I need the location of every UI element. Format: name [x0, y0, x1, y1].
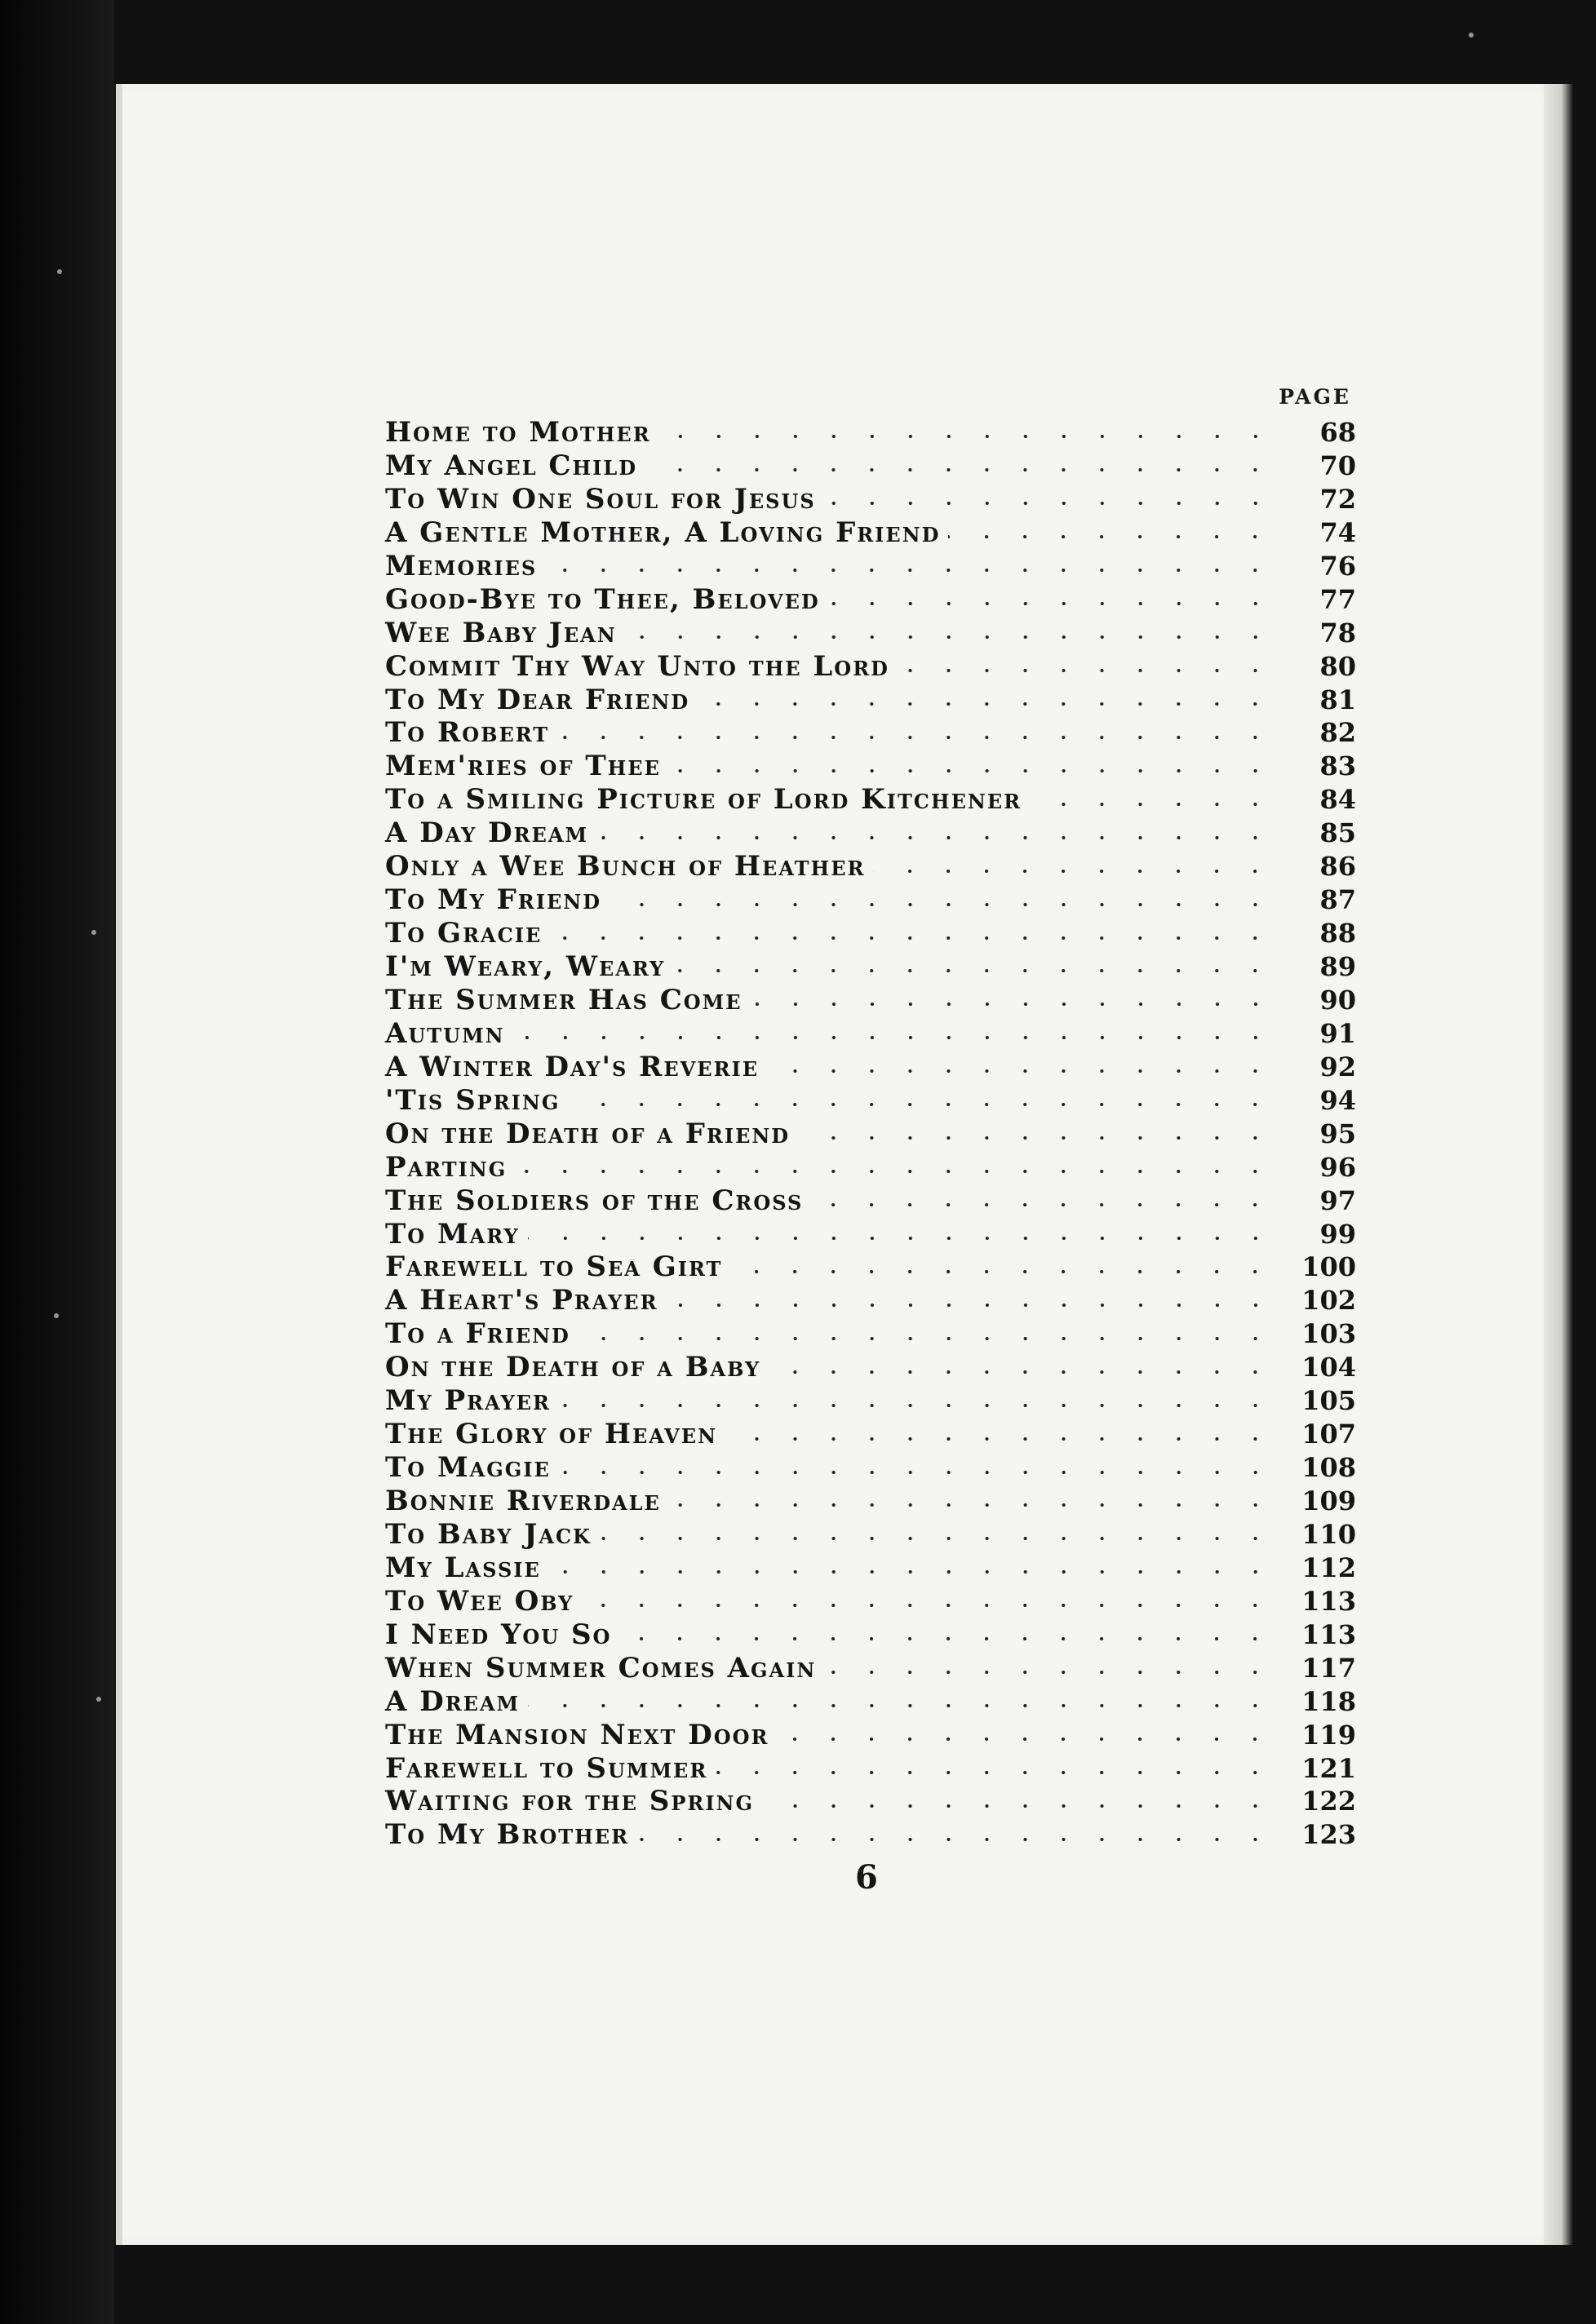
toc-entry-page: 86 [1275, 851, 1356, 882]
toc-entry-title: I'm Weary, Weary [385, 950, 673, 983]
toc-entry-title: Good-Bye to Thee, Beloved [385, 583, 828, 616]
toc-entry [385, 1218, 1356, 1251]
toc-entry [385, 1384, 1356, 1418]
toc-entry-page: 78 [1275, 618, 1356, 649]
toc-entry-title: To a Friend [385, 1317, 579, 1350]
dot-leader [828, 602, 1275, 605]
dot-leader [730, 1270, 1275, 1273]
toc-entry [385, 1017, 1356, 1051]
toc-entry-page: 108 [1275, 1452, 1356, 1483]
toc-entry-page: 82 [1275, 717, 1356, 748]
toc-entry-title: Wee Baby Jean [385, 617, 625, 649]
table-of-contents [385, 383, 1356, 1852]
toc-entry-page: 122 [1275, 1786, 1356, 1817]
toc-entry-title: To Wee Oby [385, 1585, 582, 1618]
toc-entry-page: 76 [1275, 551, 1356, 582]
toc-entry [385, 1485, 1356, 1518]
toc-entry [385, 1284, 1356, 1317]
dot-leader [777, 1737, 1275, 1741]
dot-leader [559, 1404, 1275, 1407]
toc-entry [385, 483, 1356, 516]
page-number: 6 [855, 1858, 878, 1897]
toc-entry-title: Farewell to Summer [385, 1752, 716, 1785]
dot-leader [725, 1437, 1275, 1441]
dot-leader [637, 1838, 1275, 1841]
dot-leader [549, 1570, 1275, 1574]
toc-entry-title: To Maggie [385, 1451, 559, 1484]
toc-entry-title: Autumn [385, 1017, 513, 1050]
toc-entry-page: 113 [1275, 1586, 1356, 1617]
toc-entry-page: 118 [1275, 1686, 1356, 1717]
toc-entry [385, 1184, 1356, 1218]
page-gutter-shadow [1544, 84, 1573, 2245]
dot-leader [559, 1471, 1275, 1474]
toc-entry-page: 85 [1275, 817, 1356, 848]
toc-entry-title: When Summer Comes Again [385, 1652, 824, 1684]
dot-leader [600, 1537, 1275, 1540]
toc-entry [385, 583, 1356, 617]
toc-entry-page: 112 [1275, 1552, 1356, 1583]
dot-leader [669, 1503, 1275, 1507]
toc-entry-title: The Glory of Heaven [385, 1418, 725, 1450]
toc-entry [385, 1719, 1356, 1752]
toc-entry [385, 1351, 1356, 1384]
dot-leader [610, 903, 1275, 906]
dust-speck [54, 1313, 59, 1318]
toc-entry [385, 1552, 1356, 1585]
dot-leader [824, 502, 1275, 505]
toc-entry-page: 84 [1275, 784, 1356, 815]
toc-entry-page: 121 [1275, 1753, 1356, 1784]
toc-entry [385, 650, 1356, 684]
toc-entry [385, 1618, 1356, 1652]
toc-entry [385, 984, 1356, 1017]
toc-entry [385, 1652, 1356, 1685]
dot-leader [751, 1003, 1275, 1006]
toc-entry-title: The Soldiers of the Cross [385, 1184, 811, 1217]
dot-leader [769, 1370, 1275, 1374]
toc-entry-page: 68 [1275, 417, 1356, 448]
toc-entry-title: To Baby Jack [385, 1518, 600, 1551]
toc-entry-page: 123 [1275, 1819, 1356, 1850]
toc-entry-title: 'Tis Spring [385, 1084, 568, 1117]
toc-header [385, 383, 1356, 416]
dot-leader [767, 1069, 1275, 1073]
dot-leader [568, 1103, 1275, 1106]
dot-leader [798, 1136, 1275, 1140]
toc-entry [385, 1752, 1356, 1786]
toc-entry-title: Bonnie Riverdale [385, 1485, 669, 1517]
toc-entry [385, 1418, 1356, 1451]
dot-leader [596, 836, 1275, 839]
dot-leader [625, 635, 1275, 639]
toc-entry-page: 97 [1275, 1185, 1356, 1216]
dot-leader [528, 1237, 1275, 1240]
dot-leader [645, 468, 1275, 471]
toc-entry-page: 90 [1275, 985, 1356, 1016]
toc-entry-title: My Prayer [385, 1384, 559, 1417]
toc-entry-page: 103 [1275, 1318, 1356, 1349]
dot-leader [557, 736, 1275, 739]
toc-entry [385, 1118, 1356, 1151]
toc-entry-title: To Robert [385, 716, 557, 749]
toc-entry-title: On the Death of a Baby [385, 1351, 769, 1383]
toc-entry [385, 1518, 1356, 1552]
dust-speck [57, 269, 62, 274]
dot-leader [948, 535, 1275, 538]
toc-entry-page: 92 [1275, 1051, 1356, 1082]
toc-entry-title: On the Death of a Friend [385, 1118, 798, 1150]
toc-entry-title: Parting [385, 1151, 515, 1184]
dot-leader [811, 1203, 1275, 1206]
toc-entry-page: 87 [1275, 884, 1356, 915]
toc-entry-title: A Gentle Mother, A Loving Friend [385, 516, 948, 549]
dot-leader [824, 1671, 1275, 1674]
toc-entry-title: To Mary [385, 1218, 528, 1251]
dot-leader [673, 969, 1275, 972]
toc-entry-page: 94 [1275, 1085, 1356, 1116]
toc-entry [385, 449, 1356, 483]
toc-entry [385, 850, 1356, 883]
dot-leader [579, 1337, 1275, 1340]
toc-entry-page: 89 [1275, 951, 1356, 982]
dust-speck [96, 1697, 101, 1702]
toc-entry-page: 109 [1275, 1485, 1356, 1516]
toc-entry-title: Waiting for the Spring [385, 1785, 762, 1817]
toc-entry [385, 883, 1356, 917]
dot-leader [762, 1804, 1275, 1808]
toc-entry-page: 117 [1275, 1653, 1356, 1684]
toc-entry-title: My Angel Child [385, 449, 645, 482]
toc-entry-title: To Win One Soul for Jesus [385, 483, 824, 516]
dot-leader [528, 1704, 1275, 1707]
toc-entry-title: Mem'ries of Thee [385, 750, 669, 782]
toc-entry-title: The Summer Has Come [385, 984, 751, 1016]
toc-entry-list [385, 416, 1356, 1852]
dot-leader [873, 870, 1275, 873]
toc-entry-page: 100 [1275, 1251, 1356, 1282]
toc-entry-title: To My Brother [385, 1818, 637, 1851]
scanner-left-edge [0, 0, 114, 2324]
toc-entry-page: 77 [1275, 584, 1356, 615]
dot-leader [513, 1036, 1275, 1039]
dot-leader [582, 1604, 1275, 1607]
toc-entry-page: 95 [1275, 1118, 1356, 1149]
toc-entry [385, 750, 1356, 783]
toc-entry-page: 88 [1275, 918, 1356, 949]
toc-entry-page: 83 [1275, 750, 1356, 781]
dot-leader [716, 1771, 1275, 1774]
dot-leader [545, 569, 1275, 572]
toc-entry-title: To a Smiling Picture of Lord Kitchener [385, 783, 1030, 816]
toc-entry [385, 516, 1356, 550]
toc-entry [385, 1051, 1356, 1084]
toc-entry-page: 96 [1275, 1152, 1356, 1183]
dot-leader [667, 1304, 1275, 1307]
toc-entry-page: 119 [1275, 1720, 1356, 1751]
toc-entry [385, 817, 1356, 850]
toc-entry [385, 1084, 1356, 1118]
toc-entry-title: Memories [385, 550, 545, 582]
toc-entry [385, 783, 1356, 817]
dot-leader [698, 702, 1275, 706]
toc-entry [385, 1151, 1356, 1184]
dot-leader [619, 1637, 1275, 1640]
toc-entry-page: 102 [1275, 1285, 1356, 1316]
toc-entry-title: To Gracie [385, 917, 550, 950]
toc-entry-page: 81 [1275, 684, 1356, 715]
toc-entry-page: 80 [1275, 651, 1356, 682]
toc-entry-title: I Need You So [385, 1618, 619, 1651]
page-column-label: PAGE [1279, 385, 1351, 409]
toc-entry [385, 950, 1356, 984]
toc-entry-page: 107 [1275, 1419, 1356, 1450]
toc-entry-title: Commit Thy Way Unto the Lord [385, 650, 898, 683]
toc-entry-title: A Heart's Prayer [385, 1284, 667, 1317]
dust-speck [91, 930, 96, 935]
toc-entry-page: 70 [1275, 450, 1356, 481]
toc-entry-page: 99 [1275, 1219, 1356, 1250]
toc-entry-title: To My Friend [385, 883, 610, 916]
dot-leader [669, 769, 1275, 772]
dot-leader [659, 435, 1275, 438]
toc-entry-title: Only a Wee Bunch of Heather [385, 850, 873, 883]
toc-entry [385, 1818, 1356, 1852]
toc-entry [385, 416, 1356, 449]
toc-entry-page: 72 [1275, 484, 1356, 515]
toc-entry [385, 550, 1356, 583]
dot-leader [515, 1170, 1275, 1173]
dot-leader [550, 936, 1275, 940]
toc-entry [385, 716, 1356, 750]
dot-leader [1030, 803, 1275, 806]
toc-entry-page: 74 [1275, 517, 1356, 548]
toc-entry-title: A Dream [385, 1685, 528, 1718]
toc-entry-title: The Mansion Next Door [385, 1719, 777, 1751]
toc-entry-title: A Day Dream [385, 817, 596, 849]
toc-entry-page: 104 [1275, 1352, 1356, 1383]
toc-entry [385, 917, 1356, 950]
toc-entry [385, 617, 1356, 650]
toc-entry [385, 1685, 1356, 1719]
dust-speck [1469, 33, 1474, 38]
toc-entry-page: 105 [1275, 1385, 1356, 1416]
toc-entry [385, 684, 1356, 717]
toc-entry [385, 1317, 1356, 1351]
toc-entry-title: My Lassie [385, 1552, 549, 1584]
toc-entry-title: A Winter Day's Reverie [385, 1051, 767, 1083]
toc-entry-title: Home to Mother [385, 416, 659, 449]
toc-entry-page: 110 [1275, 1519, 1356, 1550]
toc-entry [385, 1585, 1356, 1618]
toc-entry [385, 1251, 1356, 1284]
toc-entry [385, 1785, 1356, 1818]
toc-entry-page: 113 [1275, 1619, 1356, 1650]
toc-entry [385, 1451, 1356, 1485]
toc-entry-title: To My Dear Friend [385, 684, 698, 716]
toc-entry-page: 91 [1275, 1018, 1356, 1049]
dot-leader [898, 669, 1275, 672]
toc-entry-title: Farewell to Sea Girt [385, 1251, 730, 1283]
